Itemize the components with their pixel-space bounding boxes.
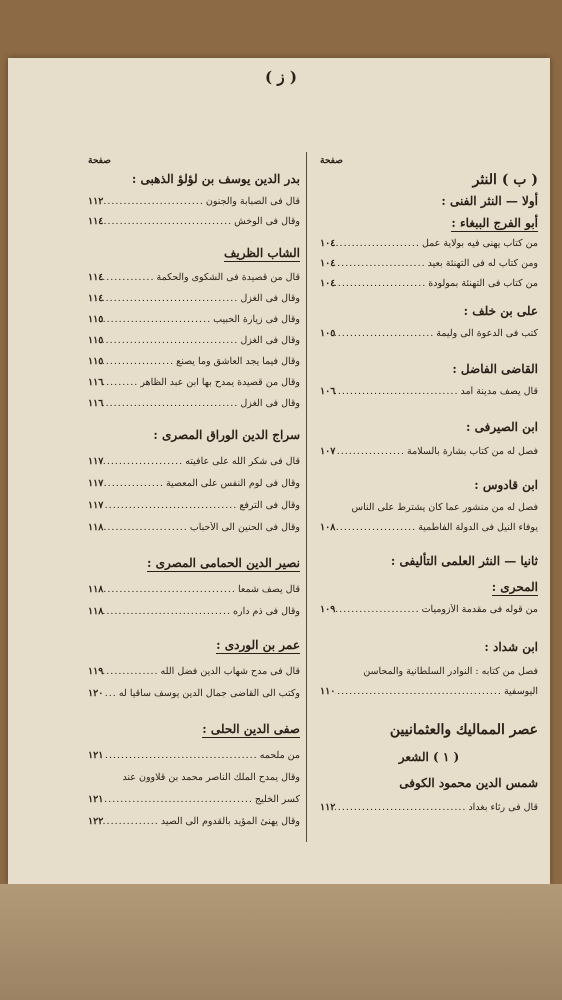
author-name: ابن قادوس : (474, 478, 538, 492)
list-item-line: فصل له من منشور عما كان يشترط على الناس (351, 502, 538, 513)
list-item: قال فى رثاء بغداد ..... ١١٢ (320, 802, 538, 822)
left-column (88, 150, 300, 838)
author-name: نصير الدين الحمامى المصرى : (147, 556, 300, 570)
list-item: وقال فى الغزل ..... ١١٥ (88, 335, 300, 356)
list-item: قال يصف مدينة آمد ..... ١٠٦ (320, 386, 538, 420)
list-item: وقال فى الوخش ..... ١١٤ (88, 216, 300, 246)
list-item: وقال فى لوم النفس على المعصية ..... ١١٧ (88, 478, 300, 500)
list-item: وقال من قصيدة يمدح بها ابن عبد الظاهر ..... ١١٦ (88, 377, 300, 398)
era-title: عصر المماليك والعثمانيين (389, 722, 538, 738)
subsection-title: ثانيا — النثر العلمى التأليفى : (390, 554, 538, 568)
list-item-line: وقال يمدح الملك الناصر محمد بن قلاوون عند (122, 772, 300, 783)
list-item: وقال فى الترفع ..... ١١٧ (88, 500, 300, 522)
page-label: صفحة (88, 156, 111, 166)
list-item: وقال فى ذم داره ..... ١١٨ (88, 606, 300, 638)
list-item: وقال فى الحنين الى الأحباب ..... ١١٨ (88, 522, 300, 556)
column-divider (306, 152, 307, 842)
author-name: المحرى : (491, 580, 538, 594)
author-name: القاضى الفاضل : (452, 362, 538, 376)
list-item: قال فى مدح شهاب الدين فضل الله ..... ١١٩ (88, 666, 300, 688)
page-number: ( ز ) (265, 68, 297, 86)
list-item: قال يصف شمعا ..... ١١٨ (88, 584, 300, 606)
author-name: على بن خلف : (463, 304, 538, 318)
list-item: من كتاب فى التهنئة بمولودة ..... ١٠٤ (320, 278, 538, 304)
list-item: قال فى الصبابة والجنون ..... ١١٢ (88, 196, 300, 216)
author-name: بدر الدين يوسف بن لؤلؤ الذهبى : (131, 172, 300, 186)
list-item: وقال فى الغزل ..... ١١٤ (88, 293, 300, 314)
list-item: قال من قصيدة فى الشكوى والحكمة ..... ١١٤ (88, 272, 300, 293)
page-label: صفحة (320, 156, 343, 166)
list-item: من كتاب يهنى فيه بولاية عمل ..... ١٠٤ (320, 238, 538, 258)
section-title: ( ب ) النثر (472, 172, 538, 188)
list-item: وكتب الى القاضى جمال الدين يوسف ساقيا له ..... ١٢٠ (88, 688, 300, 722)
list-item: وقال فيما يجد العاشق وما يصنع ..... ١١٥ (88, 356, 300, 377)
list-item: فصل له من كتاب بشارة بالسلامة ..... ١٠٧ (320, 446, 538, 478)
author-name: الشاب الظريف (223, 246, 300, 260)
author-name: ابن الصيرفى : (466, 420, 538, 434)
author-name: أبو الفرج الببغاء : (451, 216, 538, 230)
author-name: عمر بن الوردى : (216, 638, 300, 652)
list-item: كتب فى الدعوة الى وليمة ..... ١٠٥ (320, 328, 538, 362)
author-name: ابن شداد : (484, 640, 538, 654)
table-surface (0, 884, 562, 1000)
list-item-line: فصل من كتابه : النوادر السلطانية والمحاسن (363, 666, 538, 677)
list-item: من ملحمه ..... ١٢١ (88, 750, 300, 772)
author-name: شمس الدين محمود الكوفى (399, 776, 538, 790)
right-column (320, 150, 538, 822)
list-item: وقال فى زيارة الحبيب ..... ١١٥ (88, 314, 300, 335)
list-item: اليوسفية ..... ١١٠ (320, 686, 538, 722)
author-name: سراج الدين الوراق المصرى : (153, 428, 300, 442)
subsection-title: أولا — النثر الفنى : (441, 194, 538, 208)
list-item: قال فى شكر الله على عافيته ..... ١١٧ (88, 456, 300, 478)
list-item: كسر الخليج ..... ١٢١ (88, 794, 300, 816)
poetry-title: ( ١ ) الشعر (398, 750, 460, 764)
list-item: من قوله فى مقدمة الأزوميات ..... ١٠٩ (320, 604, 538, 640)
list-item: وقال فى الغزل ..... ١١٦ (88, 398, 300, 428)
list-item: وقال يهنئ المؤيد بالقدوم الى الصيد ..... ١٢٢ (88, 816, 300, 838)
list-item: يوفاء النيل فى الدولة الفاطمية ..... ١٠٨ (320, 522, 538, 554)
list-item: ومن كتاب له فى التهنئة بعيد ..... ١٠٤ (320, 258, 538, 278)
author-name: صفى الدين الحلى : (202, 722, 300, 736)
